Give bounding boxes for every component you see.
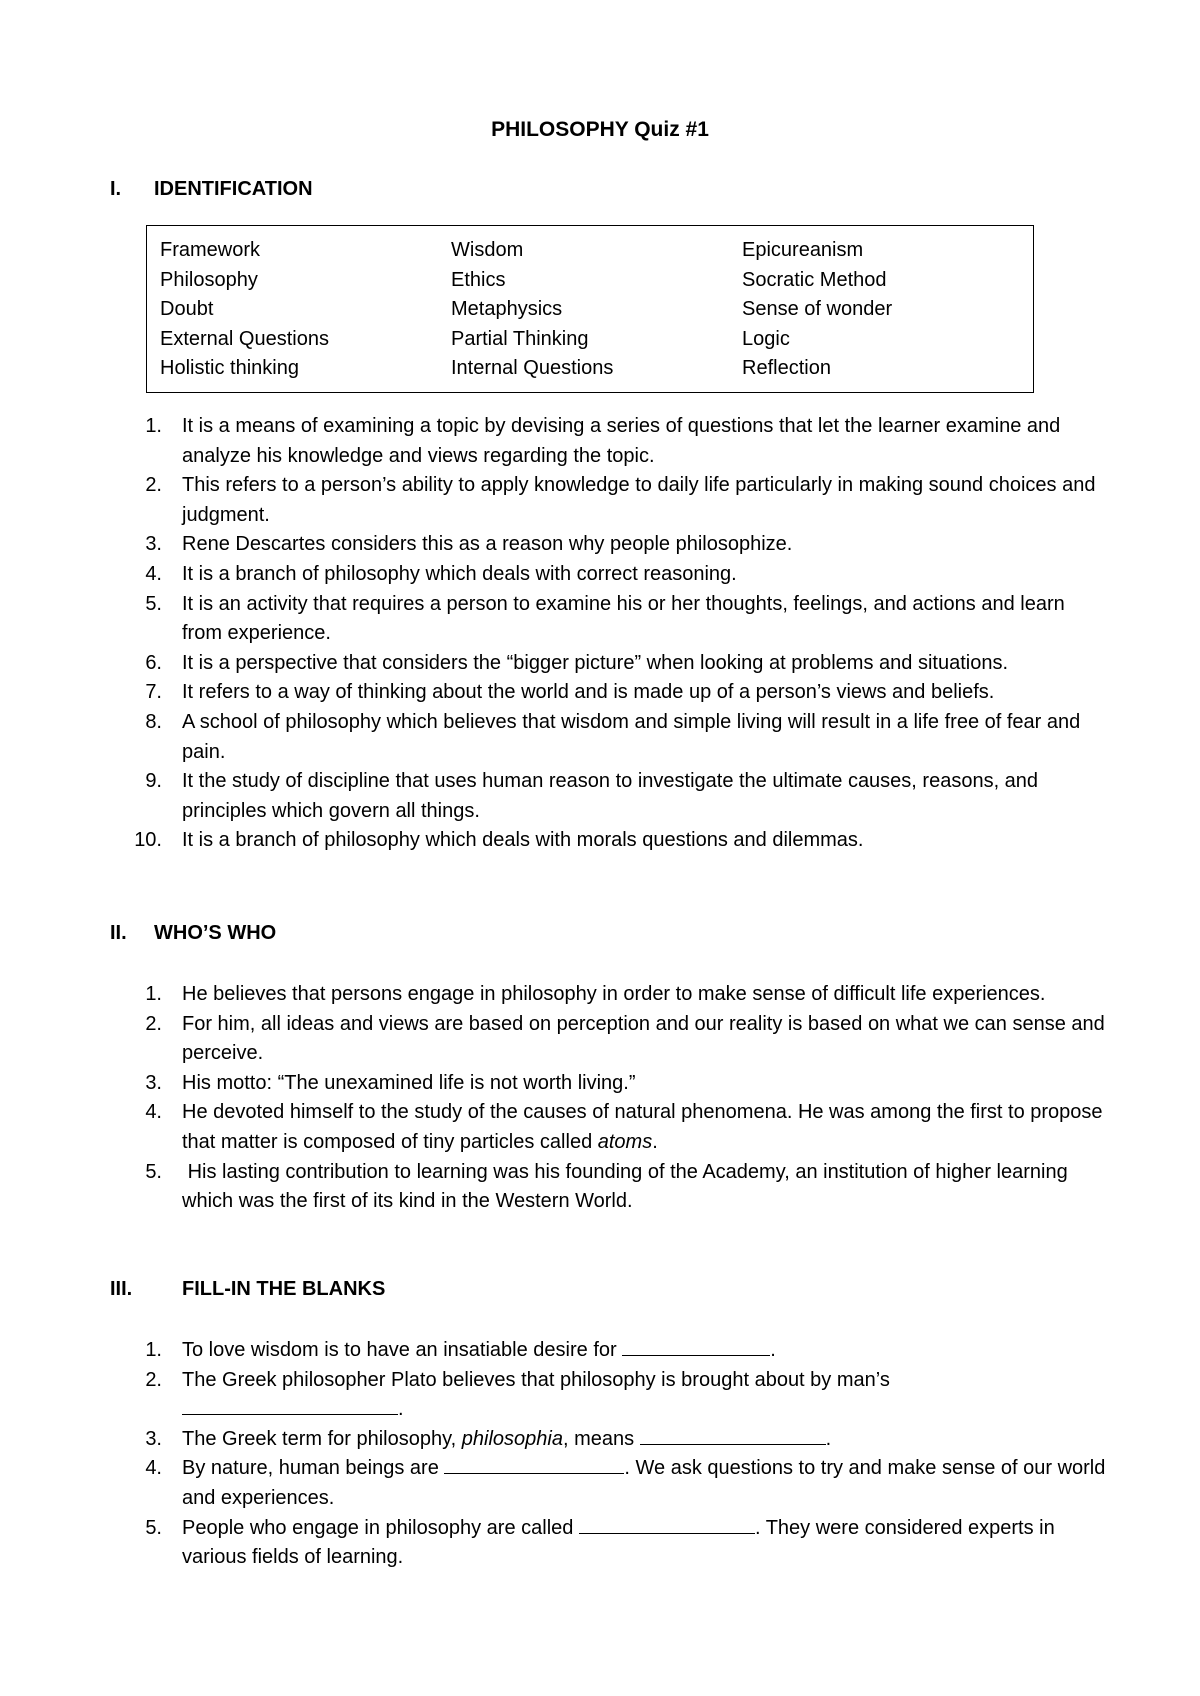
question-number: 2. — [145, 1368, 162, 1391]
question-number: 5. — [145, 1160, 162, 1183]
identification-question-list — [130, 412, 1110, 856]
word-bank-term: Logic — [742, 327, 790, 350]
question-number: 5. — [145, 592, 162, 615]
question-text: It the study of discipline that uses human reason to investigate the ultimate causes, reasons, and principles which govern all things. — [182, 770, 1039, 822]
question-text: It refers to a way of thinking about the world and is made up of a person’s views and beliefs. — [182, 681, 995, 704]
question-item — [130, 1010, 1110, 1069]
question-number: 3. — [145, 1427, 162, 1450]
word-bank-term: Epicureanism — [742, 239, 864, 261]
question-number: 2. — [145, 474, 162, 497]
question-text — [182, 1366, 1110, 1425]
word-bank-term: Internal Questions — [451, 357, 614, 379]
section-identification-heading — [110, 176, 313, 202]
question-item — [130, 1158, 1110, 1217]
question-text: It is a perspective that considers the “bigger picture” when looking at problems and situations. — [182, 651, 1008, 674]
question-text-part: . — [825, 1427, 832, 1450]
word-bank-column-1 — [160, 236, 329, 384]
question-number: 4. — [145, 1457, 162, 1480]
word-bank — [146, 225, 1034, 393]
question-number: 10. — [134, 829, 162, 852]
question-item — [130, 471, 1110, 530]
question-text-part: The Greek philosopher Plato believes that philosophy is brought about by man’s — [182, 1368, 890, 1391]
whos-who-question-list — [130, 980, 1110, 1217]
section-title: FILL-IN THE BLANKS — [182, 1278, 386, 1300]
question-item — [130, 826, 1110, 856]
question-text: Rene Descartes considers this as a reason why people philosophize. — [182, 533, 793, 556]
question-text — [182, 1514, 1110, 1573]
question-item — [130, 530, 1110, 560]
question-text-part: . — [770, 1339, 776, 1361]
section-whos-who-heading — [110, 920, 276, 946]
section-title: IDENTIFICATION — [154, 178, 313, 200]
question-number: 8. — [145, 710, 162, 733]
question-text-part: To love wisdom is to have an insatiable desire for — [182, 1339, 623, 1361]
question-number: 6. — [145, 651, 162, 674]
answer-blank[interactable] — [622, 1337, 770, 1356]
question-text: For him, all ideas and views are based on perception and our reality is based on what we can sense and perceive. — [182, 1012, 1105, 1065]
answer-blank[interactable] — [182, 1396, 398, 1415]
question-number: 3. — [145, 533, 162, 556]
question-item — [130, 1514, 1110, 1573]
question-text: It is a means of examining a topic by devising a series of questions that let the learner examine and analyze his knowledge and views regarding the topic. — [182, 415, 1061, 467]
word-bank-column-3 — [742, 236, 892, 384]
question-number: 4. — [145, 1101, 162, 1124]
question-text — [182, 1454, 1110, 1513]
question-text-part: People who engage in philosophy are called — [182, 1516, 579, 1539]
question-text: His lasting contribution to learning was his founding of the Academy, an institution of higher learning which was the first of its kind in the Western World. — [182, 1160, 1074, 1213]
question-number: 7. — [145, 681, 162, 704]
question-number: 1. — [145, 415, 162, 437]
question-text: His motto: “The unexamined life is not worth living.” — [182, 1071, 636, 1094]
question-item — [130, 1098, 1110, 1157]
question-item — [130, 1454, 1110, 1513]
question-text: It is an activity that requires a person to examine his or her thoughts, feelings, and actions and learn from experience. — [182, 592, 1065, 645]
question-number: 1. — [145, 983, 162, 1005]
question-text: It is a branch of philosophy which deals with morals questions and dilemmas. — [182, 829, 864, 852]
question-number: 4. — [145, 562, 162, 585]
question-text — [182, 1425, 1110, 1455]
question-text-part: He devoted himself to the study of the causes of natural phenomena. He was among the first to propose that matter is composed of tiny particles called — [182, 1101, 1103, 1153]
word-bank-term: Doubt — [160, 298, 214, 320]
question-text-part: . We ask questions to try and make sense of our world and experiences. — [182, 1457, 1106, 1509]
question-text: He believes that persons engage in philosophy in order to make sense of difficult life experiences. — [182, 983, 1046, 1005]
question-number: 2. — [145, 1012, 162, 1035]
answer-blank[interactable] — [640, 1426, 826, 1445]
word-bank-term: Philosophy — [160, 268, 258, 291]
question-item — [130, 560, 1110, 590]
word-bank-term: Wisdom — [451, 239, 524, 261]
question-text-part: . They were considered experts in various fields of learning. — [182, 1516, 1055, 1569]
question-item — [130, 678, 1110, 708]
section-fill-blanks-heading — [110, 1276, 385, 1302]
question-item — [130, 590, 1110, 649]
question-item — [130, 649, 1110, 679]
answer-blank[interactable] — [579, 1515, 755, 1534]
word-bank-term: Metaphysics — [451, 298, 563, 320]
word-bank-term: Reflection — [742, 357, 831, 379]
question-item — [130, 1336, 1110, 1366]
page-title: PHILOSOPHY Quiz #1 — [491, 118, 709, 141]
section-numeral: II. — [110, 922, 127, 944]
question-text-part: . — [652, 1130, 658, 1153]
question-item — [130, 1366, 1110, 1425]
section-numeral: I. — [110, 178, 122, 200]
question-text — [182, 1336, 1110, 1366]
word-bank-term: Sense of wonder — [742, 298, 893, 320]
word-bank-term: Partial Thinking — [451, 327, 589, 350]
section-numeral: III. — [110, 1278, 133, 1300]
question-number: 1. — [145, 1339, 162, 1361]
question-text: A school of philosophy which believes that wisdom and simple living will result in a life free of fear and pain. — [182, 710, 1081, 763]
question-text-part: By nature, human beings are — [182, 1457, 445, 1480]
word-bank-term: Framework — [160, 239, 261, 261]
question-item — [130, 767, 1110, 826]
word-bank-term: Socratic Method — [742, 268, 887, 291]
question-text: It is a branch of philosophy which deals with correct reasoning. — [182, 562, 737, 585]
question-text: This refers to a person’s ability to apply knowledge to daily life particularly in making sound choices and judgment. — [182, 474, 1096, 526]
question-number: 5. — [145, 1516, 162, 1539]
answer-blank[interactable] — [444, 1455, 624, 1474]
question-italic-term: atoms — [597, 1130, 653, 1153]
fill-blanks-question-list — [130, 1336, 1110, 1573]
question-text-part: , means — [562, 1427, 640, 1450]
question-number: 3. — [145, 1071, 162, 1094]
question-item — [130, 980, 1110, 1010]
section-title: WHO’S WHO — [154, 922, 277, 944]
question-item — [130, 1425, 1110, 1455]
question-item — [130, 708, 1110, 767]
word-bank-term: Ethics — [451, 268, 506, 291]
word-bank-term: Holistic thinking — [160, 357, 299, 379]
question-text-part: . — [398, 1398, 404, 1421]
question-item — [130, 1069, 1110, 1099]
question-number: 9. — [145, 770, 162, 793]
word-bank-term: External Questions — [160, 327, 329, 350]
question-item — [130, 412, 1110, 471]
question-text-part: The Greek term for philosophy, — [182, 1427, 462, 1450]
word-bank-column-2 — [451, 236, 613, 384]
question-italic-term: philosophia — [461, 1427, 563, 1450]
question-text — [182, 1098, 1110, 1157]
